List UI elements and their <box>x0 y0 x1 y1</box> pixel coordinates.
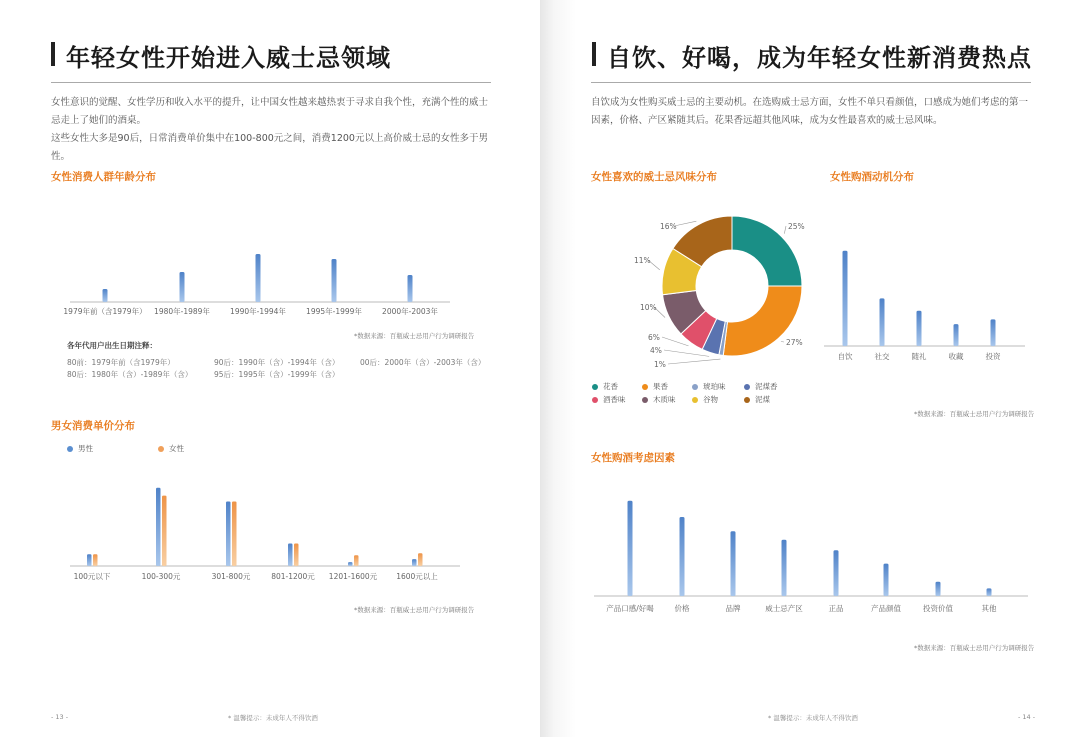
price-label-5: 1600元以上 <box>396 572 438 581</box>
price-bar-male-2 <box>226 501 231 566</box>
price-label-2: 301-800元 <box>211 572 251 581</box>
flavor-legend-label-0: 花香 <box>603 382 618 391</box>
factor-bar-0 <box>628 501 633 596</box>
donut-leader-7 <box>674 221 696 226</box>
motive-label-2: 随礼 <box>911 352 927 361</box>
factor-bar-6 <box>936 582 941 596</box>
footer-notice-right: * 温馨提示：未成年人不得饮酒 <box>768 714 858 722</box>
factor-label-7: 其他 <box>981 604 997 613</box>
flavor-legend-label-3: 泥煤香 <box>755 382 778 391</box>
factor-bar-chart <box>590 490 1035 620</box>
footer-notice-left: * 温馨提示：未成年人不得饮酒 <box>228 714 318 722</box>
price-label-3: 801-1200元 <box>271 572 315 581</box>
legend-male-label: 男性 <box>78 444 93 453</box>
motive-label-0: 自饮 <box>837 352 853 361</box>
flavor-legend-dot-2 <box>692 384 698 390</box>
donut-pct-7: 16% <box>660 222 677 231</box>
age-label-3: 1995年-1999年 <box>306 307 362 316</box>
donut-leader-0 <box>784 226 786 234</box>
factor-bar-2 <box>731 531 736 596</box>
motive-bar-chart <box>820 240 1030 365</box>
flavor-legend-dot-7 <box>744 397 750 403</box>
price-label-0: 100元以下 <box>73 572 111 581</box>
donut-leader-3 <box>664 350 709 356</box>
legend-female <box>158 443 184 454</box>
flavor-legend-label-6: 谷物 <box>703 395 718 404</box>
right-page <box>540 0 1080 737</box>
gen-note-80-before: 80前：1979年前（含1979年） <box>67 358 175 367</box>
donut-pct-2: 1% <box>654 360 666 369</box>
price-bar-male-0 <box>87 554 92 566</box>
donut-pct-1: 27% <box>786 338 803 347</box>
price-bar-male-4 <box>348 562 353 566</box>
motive-bar-1 <box>880 298 885 346</box>
price-bar-chart <box>60 470 470 585</box>
price-bar-female-3 <box>294 544 299 566</box>
price-label-4: 1201-1600元 <box>328 572 378 581</box>
gen-note-95s: 95后：1995年（含）-1999年（含） <box>214 370 340 379</box>
flavor-chart-title: 女性喜欢的威士忌风味分布 <box>591 171 717 183</box>
flavor-legend-item-0 <box>592 381 618 392</box>
flavor-legend-dot-1 <box>642 384 648 390</box>
factor-source-note: *数据来源：百瓶威士忌用户行为调研报告 <box>914 644 1035 652</box>
age-bar-chart <box>60 240 460 320</box>
flavor-legend-item-3 <box>744 381 778 392</box>
factor-bar-5 <box>884 564 889 596</box>
intro-paragraph: 自饮成为女性购买威士忌的主要动机。在选购威士忌方面，女性不单只看颜值，口感成为她们考虑的第一因素，价格、产区紧随其后。花果香远超其他风味，成为女性最喜欢的威士忌风味。 <box>591 97 1029 126</box>
flavor-legend-dot-4 <box>592 397 598 403</box>
age-source-note: *数据来源：百瓶威士忌用户行为调研报告 <box>354 332 475 340</box>
price-bar-female-0 <box>93 554 98 566</box>
age-bar-3 <box>332 259 337 302</box>
age-label-1: 1980年-1989年 <box>154 307 210 316</box>
donut-pct-6: 11% <box>634 256 651 265</box>
page-title: 自饮、好喝，成为年轻女性新消费热点 <box>607 44 1032 72</box>
flavor-legend <box>592 381 802 409</box>
age-bar-2 <box>256 254 261 302</box>
flavor-legend-dot-0 <box>592 384 598 390</box>
factor-bar-1 <box>680 517 685 596</box>
motive-label-1: 社交 <box>874 352 890 361</box>
price-bar-female-1 <box>162 496 167 566</box>
donut-leader-4 <box>662 337 689 346</box>
factor-bar-4 <box>834 550 839 596</box>
gen-note-90s: 90后：1990年（含）-1994年（含） <box>214 358 340 367</box>
age-bar-4 <box>408 275 413 302</box>
age-bar-1 <box>180 272 185 302</box>
donut-pct-3: 4% <box>650 346 662 355</box>
donut-pct-0: 25% <box>788 222 805 231</box>
flavor-legend-dot-3 <box>744 384 750 390</box>
factor-label-0: 产品口感/好喝 <box>606 604 654 613</box>
factor-label-6: 投资价值 <box>923 604 953 613</box>
factor-label-4: 正品 <box>828 604 844 613</box>
flavor-legend-dot-6 <box>692 397 698 403</box>
price-bar-female-4 <box>354 555 359 566</box>
motive-bar-4 <box>991 319 996 346</box>
price-bar-female-2 <box>232 501 237 566</box>
flavor-legend-label-5: 木质味 <box>653 395 676 404</box>
legend-female-label: 女性 <box>169 444 184 453</box>
flavor-legend-dot-5 <box>642 397 648 403</box>
flavor-legend-item-5 <box>642 394 676 405</box>
generation-notes-heading: 各年代用户出生日期注释： <box>67 341 157 350</box>
age-label-2: 1990年-1994年 <box>230 307 286 316</box>
motive-bar-0 <box>843 251 848 346</box>
flavor-legend-label-2: 琥珀味 <box>703 382 726 391</box>
donut-leader-2 <box>668 359 720 364</box>
flavor-legend-item-7 <box>744 394 770 405</box>
factor-chart-title: 女性购酒考虑因素 <box>591 452 675 464</box>
price-bar-male-5 <box>412 559 417 566</box>
age-label-4: 2000年-2003年 <box>382 307 438 316</box>
legend-male <box>67 443 93 454</box>
price-label-1: 100-300元 <box>141 572 181 581</box>
flavor-legend-item-6 <box>692 394 718 405</box>
gen-note-00s: 00后：2000年（含）-2003年（含） <box>360 358 486 367</box>
age-chart-title: 女性消费人群年龄分布 <box>51 171 156 183</box>
flavor-legend-item-1 <box>642 381 668 392</box>
page-number-right: - 14 - <box>1018 713 1036 721</box>
title-accent-bar <box>592 42 596 66</box>
motive-label-4: 投资 <box>985 352 1001 361</box>
factor-label-3: 威士忌产区 <box>765 604 803 613</box>
title-divider <box>51 82 491 83</box>
price-bar-female-5 <box>418 553 423 566</box>
factor-label-1: 价格 <box>674 604 690 613</box>
factor-bar-3 <box>782 540 787 596</box>
flavor-legend-label-1: 果香 <box>653 382 668 391</box>
page-title: 年轻女性开始进入威士忌领域 <box>66 44 391 72</box>
age-label-0: 1979年前（含1979年） <box>63 307 147 316</box>
flavor-legend-item-2 <box>692 381 726 392</box>
intro-paragraph-2: 这些女性大多是90后，日常消费单价集中在100-800元之间，消费1200元以上高价威士忌的女性多于男性。 <box>51 133 488 162</box>
flavor-legend-label-4: 酒香味 <box>603 395 626 404</box>
factor-label-5: 产品颜值 <box>871 604 901 613</box>
page-number-left: - 13 - <box>51 713 69 721</box>
price-bar-male-1 <box>156 488 161 566</box>
price-source-note: *数据来源：百瓶威士忌用户行为调研报告 <box>354 606 475 614</box>
legend-male-dot <box>67 446 73 452</box>
flavor-donut-chart <box>590 205 805 375</box>
title-divider <box>591 82 1031 83</box>
price-bar-male-3 <box>288 544 293 566</box>
motive-chart-title: 女性购酒动机分布 <box>830 171 914 183</box>
donut-pct-4: 6% <box>648 333 660 342</box>
factor-bar-7 <box>987 588 992 596</box>
title-accent-bar <box>51 42 55 66</box>
legend-female-dot <box>158 446 164 452</box>
price-chart-title: 男女消费单价分布 <box>51 420 135 432</box>
motive-label-3: 收藏 <box>948 352 964 361</box>
flavor-legend-item-4 <box>592 394 626 405</box>
motive-bar-3 <box>954 324 959 346</box>
factor-label-2: 品牌 <box>725 604 741 613</box>
age-bar-0 <box>103 289 108 302</box>
flavor-legend-label-7: 泥煤 <box>755 395 770 404</box>
intro-paragraph-1: 女性意识的觉醒、女性学历和收入水平的提升，让中国女性越来越热衷于寻求自我个性，充满个性的威士忌走上了她们的酒桌。 <box>51 97 489 126</box>
motive-source-note: *数据来源：百瓶威士忌用户行为调研报告 <box>914 410 1035 418</box>
motive-bar-2 <box>917 311 922 346</box>
donut-pct-5: 10% <box>640 303 657 312</box>
gen-note-80s: 80后：1980年（含）-1989年（含） <box>67 370 193 379</box>
